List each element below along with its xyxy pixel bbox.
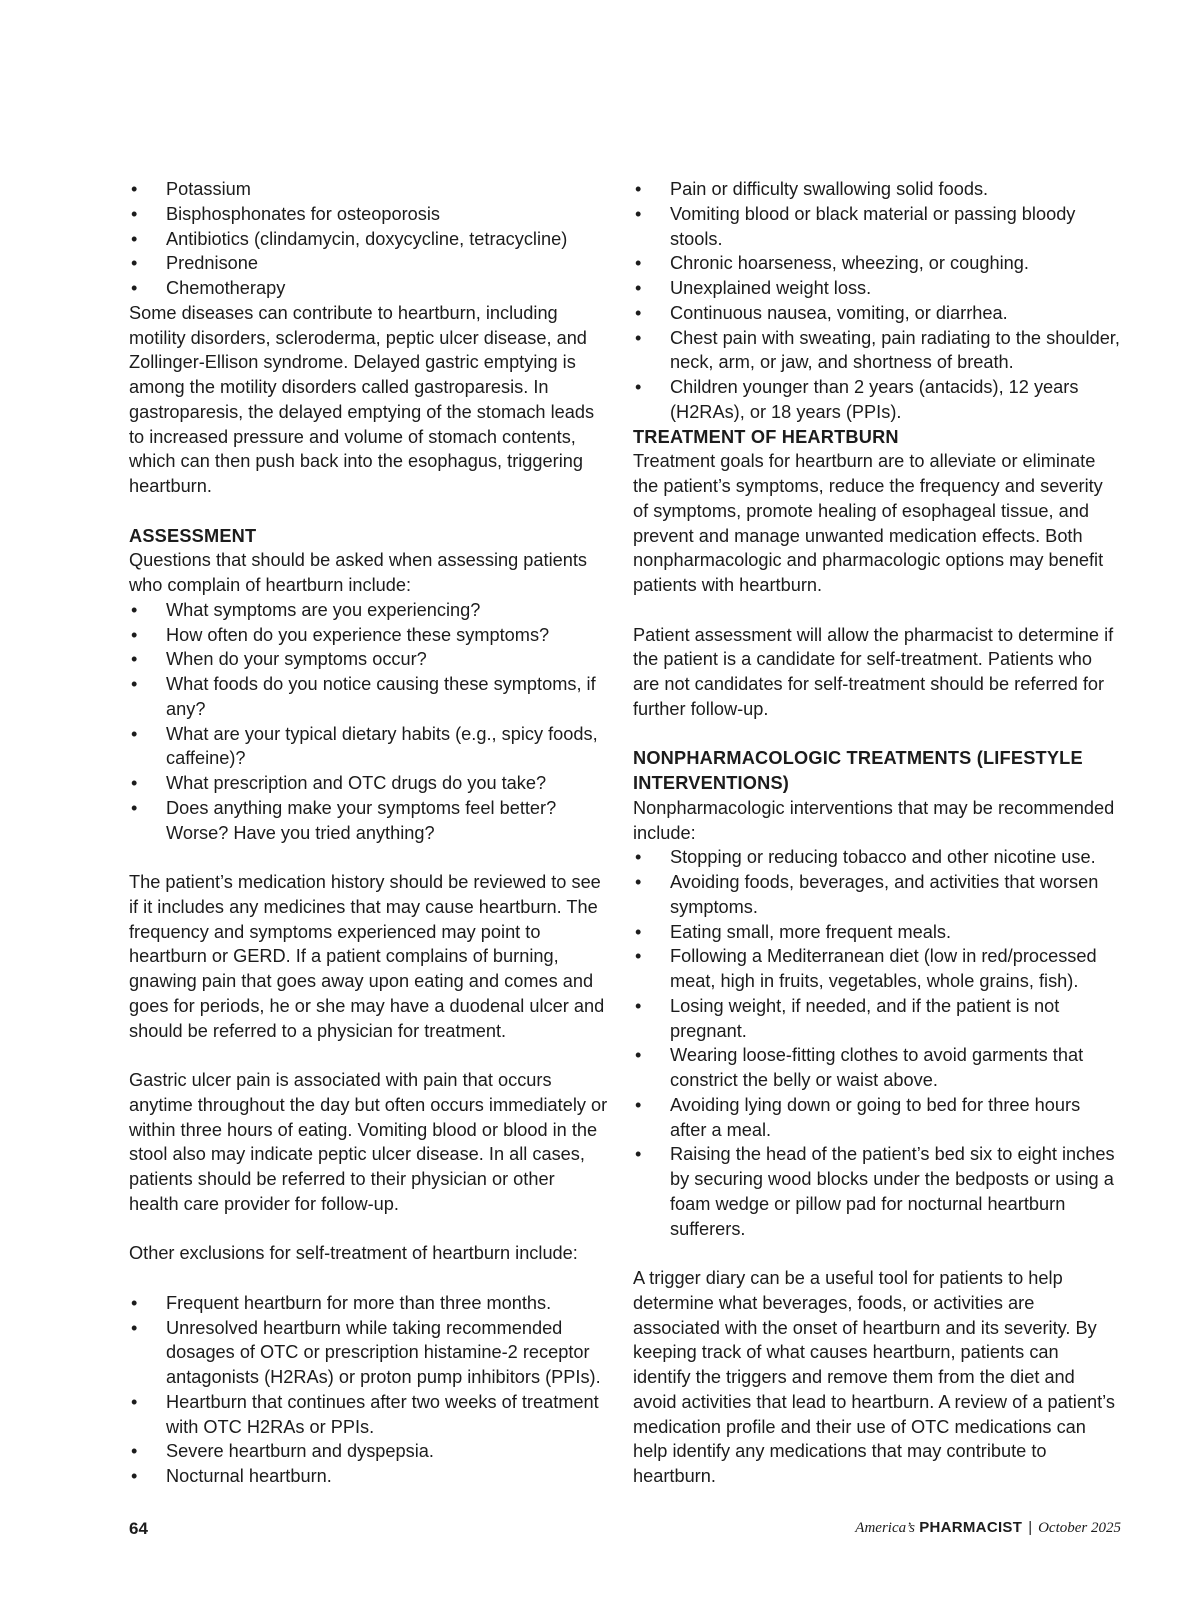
assessment-intro: Questions that should be asked when assessing patients who complain of heartburn include: bbox=[129, 550, 588, 595]
list-item: • Bisphosphonates for osteoporosis bbox=[129, 202, 609, 227]
list-item: • Continuous nausea, vomiting, or diarrhea. bbox=[633, 301, 1121, 326]
list-item: • Chronic hoarseness, wheezing, or coughing. bbox=[633, 251, 1121, 276]
list-item: • Does anything make your symptoms feel better? Worse? Have you tried anything? bbox=[129, 796, 609, 846]
list-item: • Following a Mediterranean diet (low in red/processed meat, high in fruits, vegetables, whole grains, fish). bbox=[633, 944, 1121, 994]
list-item: • Heartburn that continues after two weeks of treatment with OTC H2RAs or PPIs. bbox=[129, 1390, 609, 1440]
footer-separator: | bbox=[1028, 1519, 1033, 1536]
medication-history-paragraph: The patient’s medication history should be reviewed to see if it includes any medicines that may cause heartburn. The frequency and symptoms experienced may point to heartburn or GERD. If a patient complains of burning, gnawing pain that goes away upon eating and comes and goes for periods, he or she may have a duodenal ulcer and should be referred to a physician for treatment. bbox=[129, 872, 605, 1041]
page-number: 64 bbox=[129, 1519, 148, 1538]
patient-assessment-paragraph: Patient assessment will allow the pharmacist to determine if the patient is a candidate for self-treatment. Patients who are not candidates for self-treatment should be referred for further follow-up. bbox=[633, 624, 1114, 719]
list-item: • What are your typical dietary habits (e.g., spicy foods, caffeine)? bbox=[129, 722, 609, 772]
list-item: • Chemotherapy bbox=[129, 276, 609, 301]
gastric-ulcer-paragraph: Gastric ulcer pain is associated with pain that occurs anytime throughout the day but often occurs immediately or within three hours of eating. Vomiting blood or blood in the stool also may indicate peptic ulcer disease. In all cases, patients should be referred to their physician or other health care provider for follow-up. bbox=[129, 1070, 608, 1214]
list-item: • What symptoms are you experiencing? bbox=[129, 598, 609, 623]
nonpharmacologic-heading: NONPHARMACOLOGIC TREATMENTS (LIFESTYLE INTERVENTIONS) bbox=[633, 748, 1083, 793]
list-item: • Unresolved heartburn while taking recommended dosages of OTC or prescription histamine-2 receptor antagonists (H2RAs) or proton pump inhibitors (PPIs). bbox=[129, 1316, 609, 1390]
list-item: • Avoiding foods, beverages, and activities that worsen symptoms. bbox=[633, 870, 1121, 920]
trigger-diary-paragraph: A trigger diary can be a useful tool for patients to help determine what beverages, foods, or activities are associated with the onset of heartburn and its severity. By keeping track of what causes heartburn, patients can identify the triggers and remove them from the diet and avoid activities that lead to heartburn. A review of a patient’s medication profile and their use of OTC medications can help identify any medications that may contribute to heartburn. bbox=[633, 1268, 1115, 1486]
treatment-heading: TREATMENT OF HEARTBURN bbox=[633, 426, 899, 447]
list-item: • Potassium bbox=[129, 177, 609, 202]
nonpharmacologic-list bbox=[633, 845, 1121, 1241]
publication-info bbox=[855, 1519, 1121, 1537]
exclusions-continued-list bbox=[633, 177, 1121, 425]
list-item: • Vomiting blood or black material or passing bloody stools. bbox=[633, 202, 1121, 252]
page-footer bbox=[129, 1519, 1121, 1543]
list-item: • Frequent heartburn for more than three months. bbox=[129, 1291, 609, 1316]
diseases-paragraph: Some diseases can contribute to heartburn, including motility disorders, scleroderma, peptic ulcer disease, and Zollinger-Ellison syndrome. Delayed gastric emptying is among the motility disorders called gastroparesis. In gastroparesis, the delayed emptying of the stomach leads to increased pressure and volume of stomach contents, which can then push back into the esophagus, triggering heartburn. bbox=[129, 302, 595, 496]
list-item: • Children younger than 2 years (antacids), 12 years (H2RAs), or 18 years (PPIs). bbox=[633, 375, 1121, 425]
publication-prefix: America’s bbox=[855, 1520, 916, 1536]
list-item: • Pain or difficulty swallowing solid foods. bbox=[633, 177, 1121, 202]
exclusions-list bbox=[129, 1291, 609, 1489]
exclusions-intro: Other exclusions for self-treatment of heartburn include: bbox=[129, 1243, 578, 1264]
treatment-paragraph: Treatment goals for heartburn are to alleviate or eliminate the patient’s symptoms, reduce the frequency and severity of symptoms, promote healing of esophageal tissue, and prevent and manage unwanted medication effects. Both nonpharmacologic and pharmacologic options may benefit patients with heartburn. bbox=[633, 451, 1104, 595]
right-column bbox=[633, 177, 1121, 1514]
list-item: • When do your symptoms occur? bbox=[129, 647, 609, 672]
list-item: • Losing weight, if needed, and if the patient is not pregnant. bbox=[633, 994, 1121, 1044]
left-column bbox=[129, 177, 609, 1489]
list-item: • How often do you experience these symptoms? bbox=[129, 623, 609, 648]
nonpharmacologic-intro: Nonpharmacologic interventions that may be recommended include: bbox=[633, 797, 1115, 843]
list-item: • Stopping or reducing tobacco and other nicotine use. bbox=[633, 845, 1121, 870]
list-item: • What foods do you notice causing these symptoms, if any? bbox=[129, 672, 609, 722]
list-item: • Antibiotics (clindamycin, doxycycline, tetracycline) bbox=[129, 227, 609, 252]
nonpharmacologic-section bbox=[633, 746, 1121, 1241]
list-item: • Eating small, more frequent meals. bbox=[633, 920, 1121, 945]
list-item: • Prednisone bbox=[129, 251, 609, 276]
assessment-questions bbox=[129, 598, 609, 846]
list-item: • Severe heartburn and dyspepsia. bbox=[129, 1439, 609, 1464]
treatment-section bbox=[633, 425, 1121, 598]
issue-date: October 2025 bbox=[1038, 1520, 1121, 1536]
assessment-heading: ASSESSMENT bbox=[129, 525, 257, 546]
list-item: • Wearing loose-fitting clothes to avoid garments that constrict the belly or waist above. bbox=[633, 1043, 1121, 1093]
assessment-section bbox=[129, 524, 609, 846]
list-item: • Chest pain with sweating, pain radiating to the shoulder, neck, arm, or jaw, and shortness of breath. bbox=[633, 326, 1121, 376]
exclusions-section bbox=[129, 1241, 609, 1489]
list-item: • What prescription and OTC drugs do you take? bbox=[129, 771, 609, 796]
list-item: • Unexplained weight loss. bbox=[633, 276, 1121, 301]
list-item: • Nocturnal heartburn. bbox=[129, 1464, 609, 1489]
publication-name: PHARMACIST bbox=[919, 1519, 1023, 1536]
list-item: • Raising the head of the patient’s bed six to eight inches by securing wood blocks under the bedposts or using a foam wedge or pillow pad for nocturnal heartburn sufferers. bbox=[633, 1142, 1121, 1241]
list-item: • Avoiding lying down or going to bed for three hours after a meal. bbox=[633, 1093, 1121, 1143]
medication-list bbox=[129, 177, 609, 301]
